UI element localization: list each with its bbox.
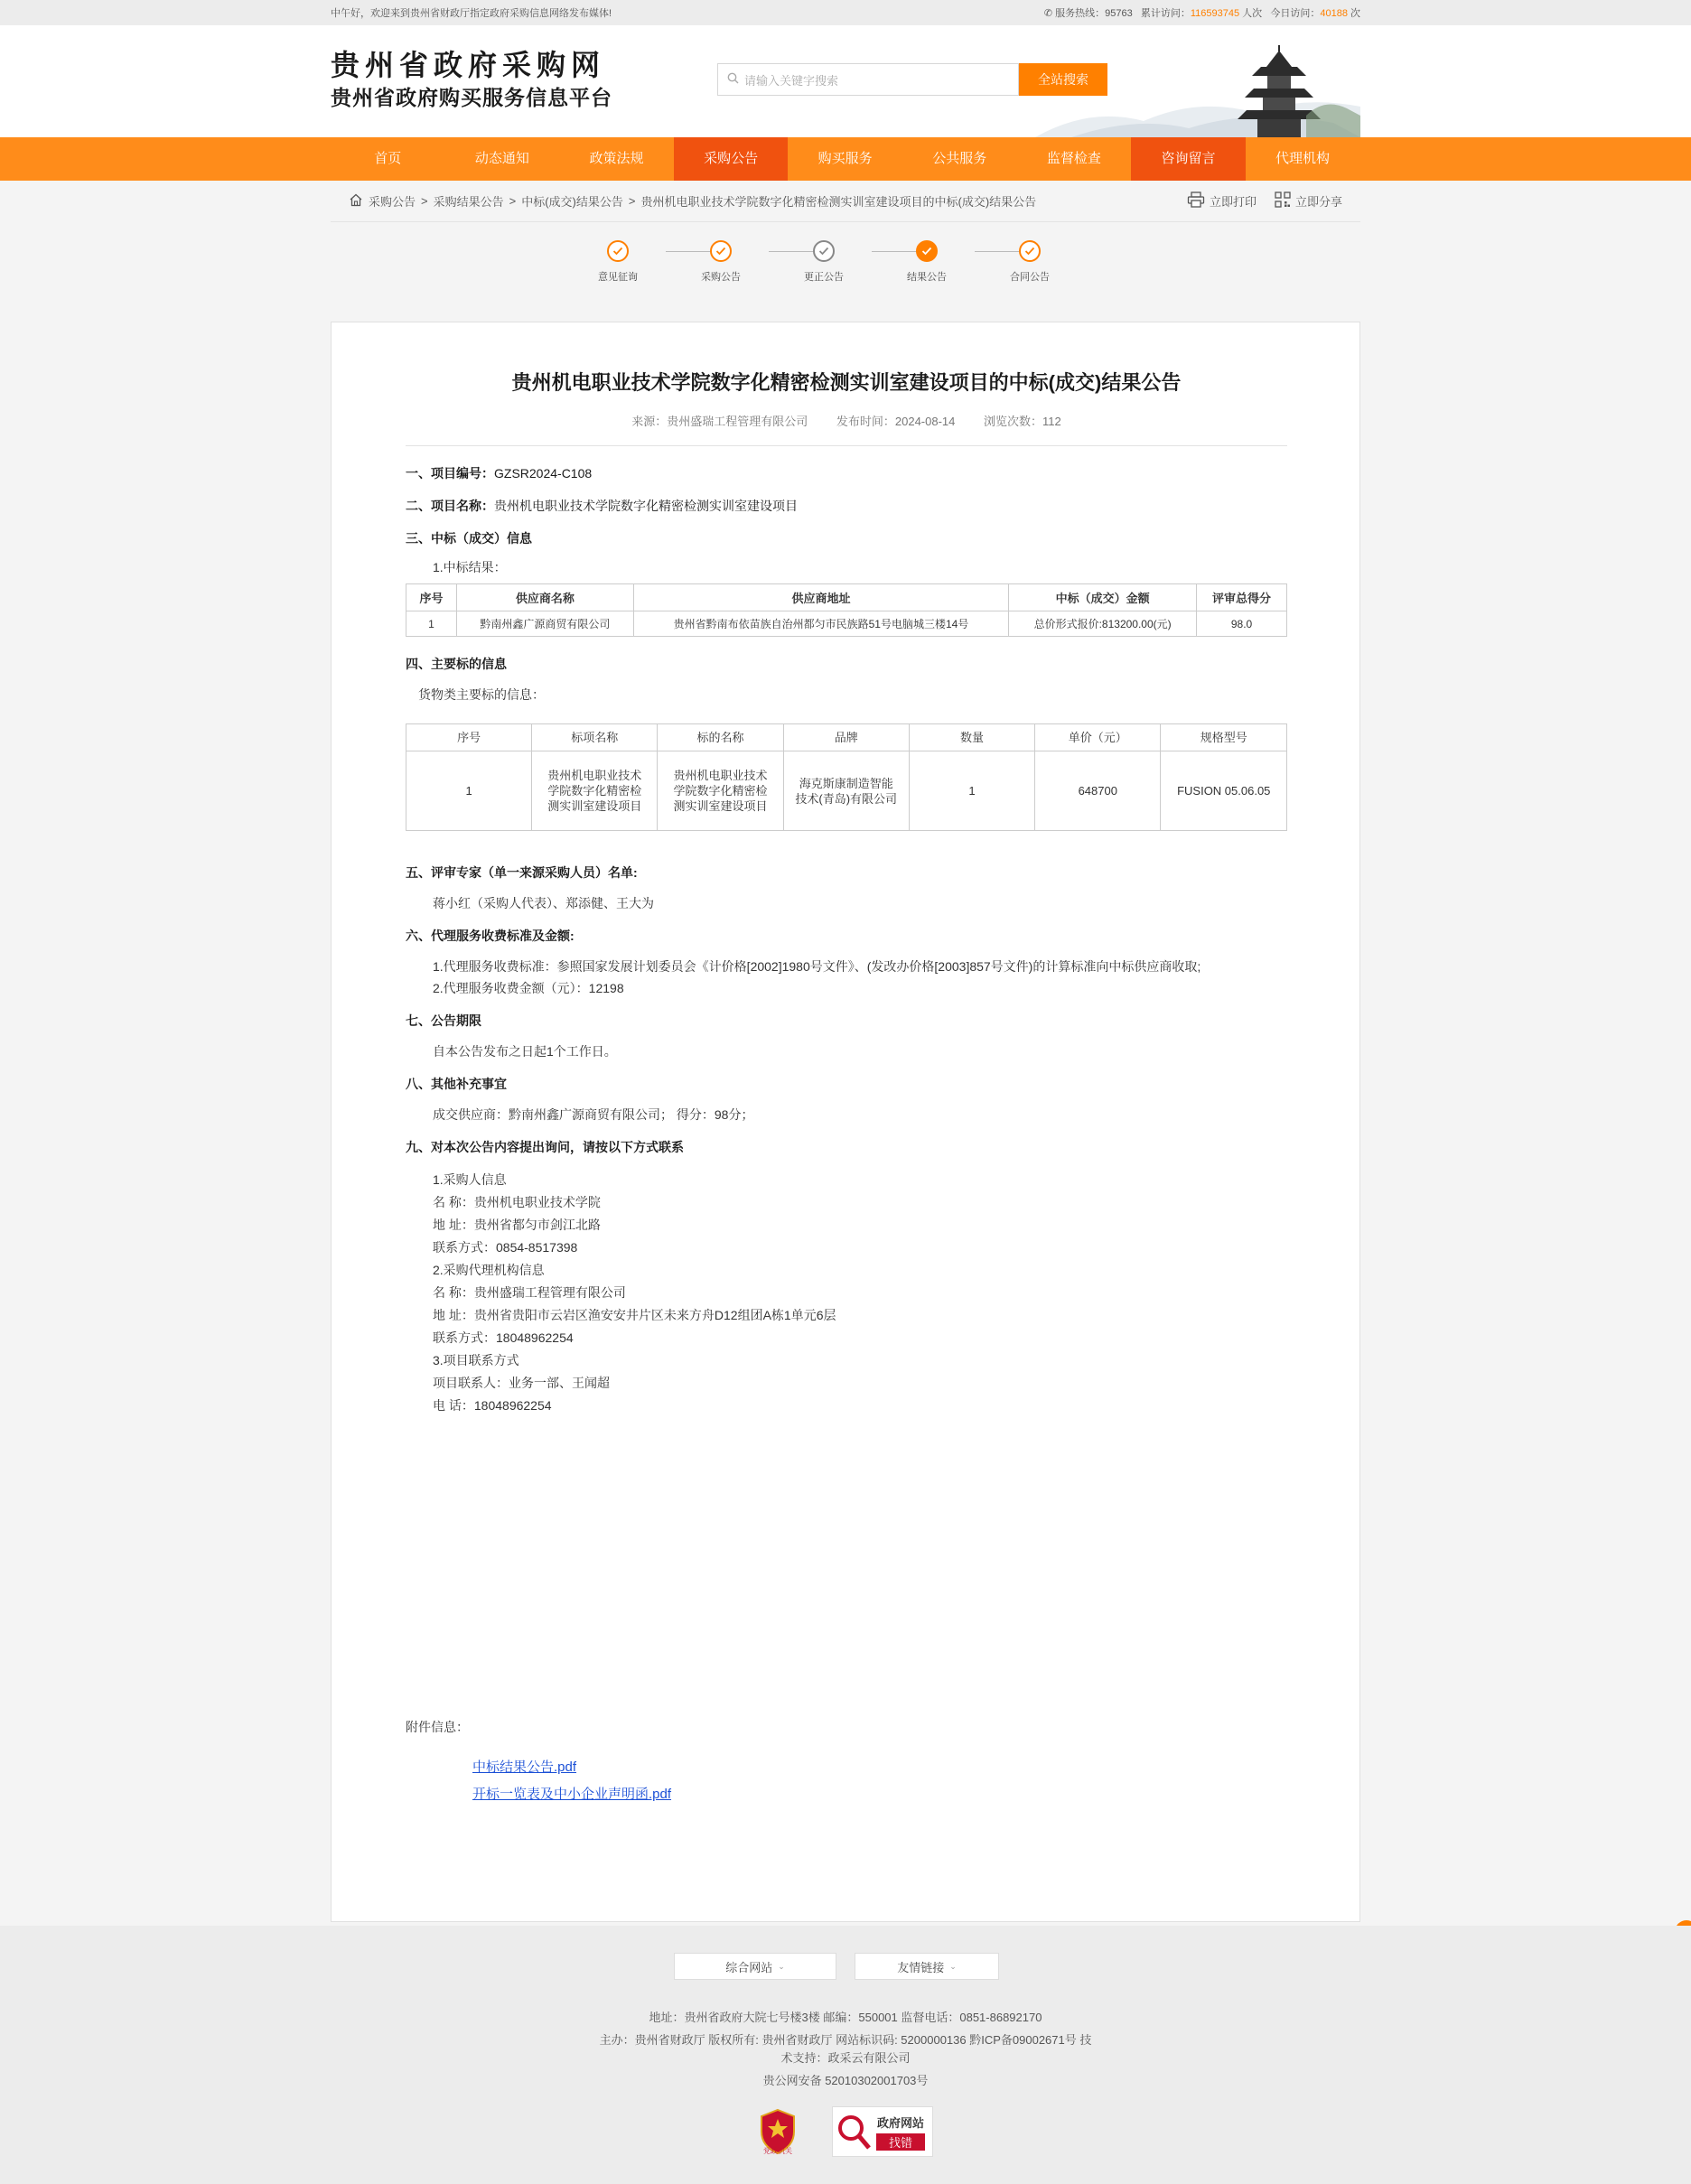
breadcrumb-current: 贵州机电职业技术学院数字化精密检测实训室建设项目的中标(成交)结果公告 (640, 195, 1037, 209)
attachment-list (406, 1754, 671, 1808)
section-contact: 九、对本次公告内容提出询问，请按以下方式联系 (406, 1140, 684, 1154)
chevron-down-icon: ⌄ (778, 1961, 785, 1971)
step-consultation[interactable]: 意见征询 (582, 240, 654, 284)
chevron-down-icon: ⌄ (949, 1961, 957, 1971)
agency-fee-amount: 2.代理服务收费金额（元）：12198 (433, 981, 624, 995)
search-icon (727, 72, 739, 87)
article-title: 贵州机电职业技术学院数字化精密检测实训室建设项目的中标(成交)结果公告 (511, 371, 1182, 394)
print-button[interactable]: 立即打印 (1187, 191, 1257, 210)
printer-icon (1187, 191, 1205, 210)
footer-address: 地址：贵州省政府大院七号楼3楼 邮编：550001 监督电话：0851-86892170 (649, 2011, 1042, 2024)
breadcrumb: 采购公告 > 采购结果公告 > 中标(成交)结果公告 > 贵州机电职业技术学院数字化精密检测实训室建设项目的中标(成交)结果公告 (331, 192, 1036, 210)
table-row: 1 贵州机电职业技术学院数字化精密检测实训室建设项目 贵州机电职业技术学院数字化精密检测实训室建设项目 海克斯康制造智能技术(青岛)有限公司 1 648700 FUSION 05.06.05 (406, 751, 1287, 831)
portal-site-select[interactable]: 综合网站 ⌄ (674, 1953, 836, 1980)
goods-table (406, 723, 1287, 831)
top-bar (0, 0, 1691, 25)
check-icon (607, 240, 629, 262)
site-logo[interactable] (331, 47, 612, 114)
attachment-link[interactable]: 开标一览表及中小企业声明函.pdf (472, 1787, 672, 1802)
breadcrumb-item[interactable]: 采购结果公告 (433, 195, 504, 209)
nav-item-consult[interactable]: 咨询留言 (1131, 137, 1246, 181)
section-agency-fee: 六、代理服务收费标准及金额: (406, 929, 575, 943)
nav-item-policy[interactable]: 政策法规 (589, 151, 644, 166)
section-supplement: 八、其他补充事宜 (406, 1077, 507, 1091)
experts-list: 蒋小红（采购人代表）、郑添健、王大为 (433, 896, 654, 910)
contact-info: 1.采购人信息 名 称：贵州机电职业技术学院 地 址：贵州省都匀市剑江北路 联系方式：0854-8517398 2.采购代理机构信息 名 称：贵州盛瑞工程管理有限公司 地 址：贵州省贵阳市云岩区渔安安井片区未来方舟D12组团A栋1单元6层 联系方式：18048962254 3.项目联系方式 项目联系人：业务一部、王闻超 电 话：18048962254 (433, 1172, 836, 1413)
section-notice-period: 七、公告期限 (406, 1013, 481, 1028)
notice-period-text: 自本公告发布之日起1个工作日。 (433, 1044, 617, 1059)
friend-links-select[interactable]: 友情链接 ⌄ (855, 1953, 999, 1980)
phone-icon: ✆ (1043, 8, 1053, 19)
share-button[interactable]: 立即分享 (1275, 191, 1342, 210)
article-card (331, 322, 1360, 1922)
view-count: 浏览次数：112 (984, 415, 1061, 428)
today-visits: 40188 (1320, 8, 1348, 19)
check-icon (1019, 240, 1041, 262)
page-tools (1187, 191, 1360, 210)
section-main-items: 四、主要标的信息 (406, 657, 507, 671)
search-input[interactable]: 请输入关键字搜索 (717, 63, 1019, 96)
footer-info (0, 2009, 1691, 2095)
attachments (406, 1718, 671, 1808)
attachment-link[interactable]: 中标结果公告.pdf (472, 1759, 577, 1775)
footer (0, 1926, 1691, 2184)
logo-subtitle: 贵州省政府购买服务信息平台 (331, 86, 612, 110)
nav-item-procurement-notice[interactable]: 采购公告 (674, 137, 789, 181)
award-result-label: 1.中标结果： (433, 560, 507, 574)
search-button[interactable]: 全站搜索 (1019, 63, 1107, 96)
breadcrumb-item[interactable]: 采购公告 (369, 195, 416, 209)
footer-copyright: 主办：贵州省财政厅 版权所有: 贵州省财政厅 网站标识码: 5200000136 黔ICP备09002671号 技 术支持：政采云有限公司 (599, 2033, 1092, 2065)
breadcrumb-bar (0, 181, 1691, 222)
pavilion-scenery-icon (1035, 43, 1360, 137)
publish-time: 发布时间：2024-08-14 (836, 415, 956, 428)
breadcrumb-item[interactable]: 中标(成交)结果公告 (521, 195, 623, 209)
total-visits: 116593745 (1190, 8, 1240, 19)
gov-site-error-badge[interactable]: 政府网站 找错 (832, 2106, 933, 2157)
nav-item-home[interactable]: 首页 (374, 151, 402, 166)
nav-item-supervision[interactable]: 监督检查 (1046, 151, 1101, 166)
nav-item-purchase-service[interactable]: 购买服务 (817, 151, 873, 166)
goods-info-label: 货物类主要标的信息： (418, 687, 545, 702)
agency-fee-standard: 1.代理服务收费标准：参照国家发展计划委员会《计价格[2002]1980号文件》、(发改办价格[2003]857号文件)的计算标准向中标供应商收取; (433, 959, 1201, 974)
article-content (406, 322, 1287, 1802)
section-project-number: 一、项目编号：GZSR2024-C108 (406, 466, 593, 481)
check-icon (710, 240, 732, 262)
article-meta (406, 412, 1287, 446)
footer-badges (0, 2106, 1691, 2157)
article-source: 来源：贵州盛瑞工程管理有限公司 (631, 415, 808, 428)
section-award-info: 三、中标（成交）信息 (406, 531, 532, 546)
logo-title: 贵州省政府采购网 (331, 48, 606, 82)
magnifier-icon (836, 2112, 873, 2151)
table-row: 1 黔南州鑫广源商贸有限公司 贵州省黔南布依苗族自治州都匀市民族路51号电脑城三楼14号 总价形式报价:813200.00(元) 98.0 (406, 611, 1287, 637)
visit-stats: ✆ 服务热线：95763 累计访问：116593745 人次 今日访问：40188 次 (1043, 8, 1360, 19)
nav-item-agency[interactable]: 代理机构 (1275, 151, 1331, 166)
section-project-name: 二、项目名称：贵州机电职业技术学院数字化精密检测实训室建设项目 (406, 499, 798, 513)
nav-item-public-service[interactable]: 公共服务 (932, 151, 987, 166)
step-correction-notice[interactable]: 更正公告 (788, 240, 860, 284)
nav-item-news[interactable]: 动态通知 (474, 151, 529, 166)
section-experts: 五、评审专家（单一来源采购人员）名单: (406, 865, 638, 880)
party-gov-badge[interactable]: 党政机关 (758, 2108, 798, 2156)
step-procurement-notice[interactable]: 采购公告 (685, 240, 757, 284)
supplement-text: 成交供应商：黔南州鑫广源商贸有限公司； 得分：98分； (433, 1107, 754, 1122)
footer-police-record: 贵公网安备 52010302001703号 (762, 2074, 929, 2087)
greeting-text: 中午好，欢迎来到贵州省财政厅指定政府采购信息网络发布媒体! (331, 8, 612, 19)
qrcode-icon (1275, 191, 1291, 210)
attachments-label: 附件信息： (406, 1720, 469, 1734)
table-header-row: 序号 标项名称 标的名称 品牌 数量 单价（元） 规格型号 (406, 724, 1287, 751)
home-icon[interactable] (349, 193, 363, 210)
table-header-row: 序号 供应商名称 供应商地址 中标（成交）金额 评审总得分 (406, 584, 1287, 611)
step-result-notice[interactable]: 结果公告 (891, 240, 963, 284)
step-contract-notice[interactable]: 合同公告 (994, 240, 1066, 284)
header (0, 25, 1691, 137)
notice-progress-steps (331, 222, 1360, 322)
check-icon (916, 240, 938, 262)
award-result-table (406, 583, 1287, 637)
check-icon (813, 240, 835, 262)
main-nav (0, 137, 1691, 181)
